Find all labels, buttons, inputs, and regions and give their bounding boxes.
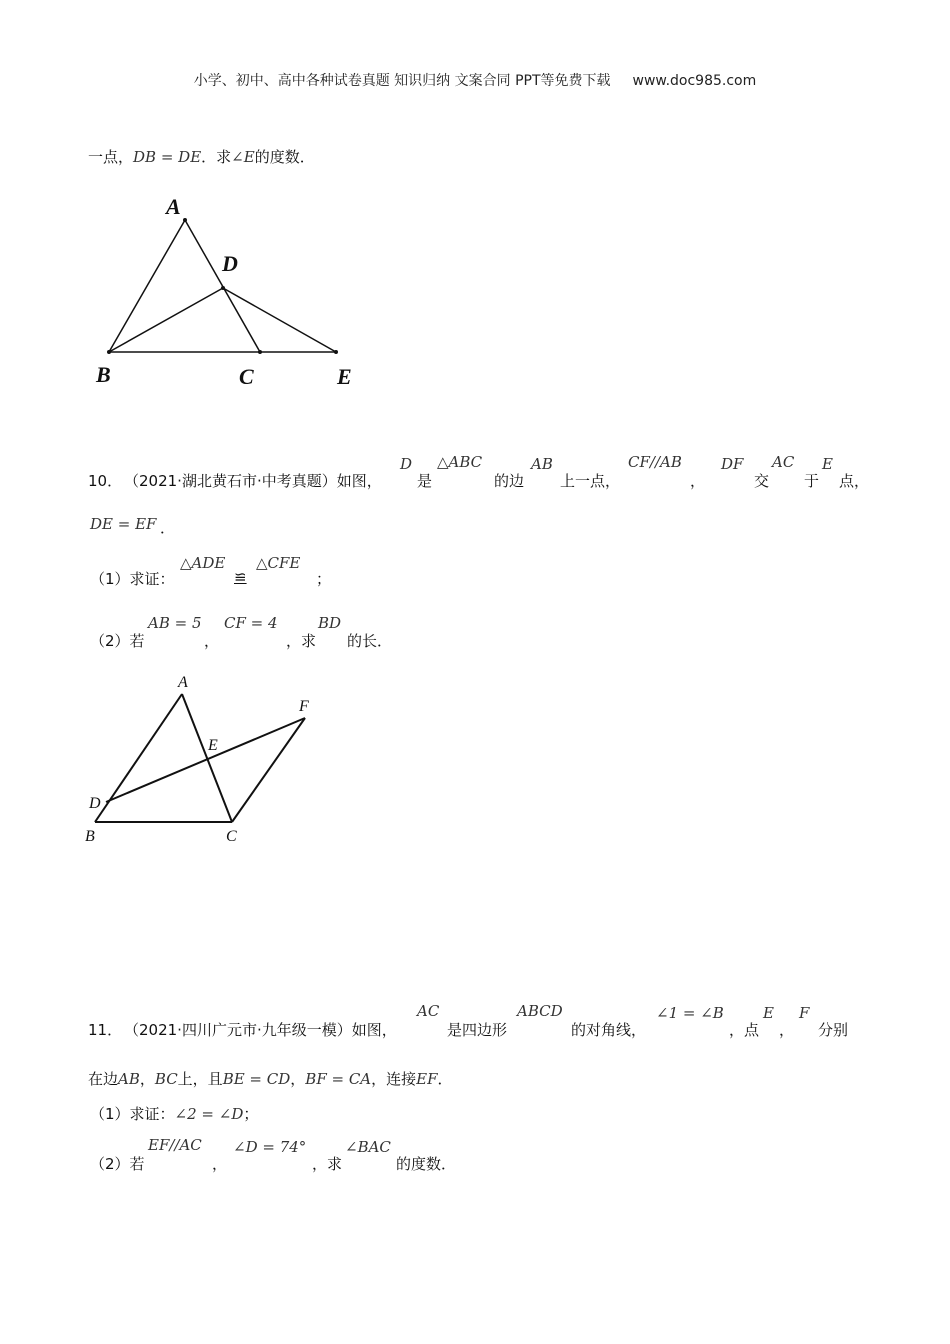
- q9-angle: ∠E: [231, 148, 255, 166]
- q10-label-B: B: [85, 828, 95, 845]
- q9-label-D: D: [222, 251, 238, 276]
- q9-equation: DB = DE: [133, 148, 202, 166]
- q10-figure: [80, 665, 340, 850]
- page-header: [0, 70, 950, 90]
- q11-part1: （1）求证：∠2 = ∠D；: [90, 1105, 259, 1123]
- q10-part1-label: （1）求证：: [90, 570, 175, 588]
- header-site-link[interactable]: www.doc985.com: [632, 73, 757, 89]
- q10-label-E: E: [208, 737, 218, 754]
- q9-segment-DE: [223, 288, 336, 352]
- q9-label-A: A: [166, 194, 181, 219]
- header-text: 小学、初中、高中各种试卷真题 知识归纳 文案合同 PPT等免费下载: [193, 73, 611, 89]
- q9-segment-BD: [109, 288, 223, 352]
- q11-part2-label: （2）若: [90, 1155, 145, 1173]
- q11-number: 11．: [88, 1021, 123, 1039]
- q11-line2: 在边AB，BC上，且BE = CD，BF = CA，连接EF．: [88, 1070, 453, 1088]
- q11-source: （2021·四川广元市·九年级一模）如图，: [124, 1021, 397, 1039]
- q10-source: （2021·湖北黄石市·中考真题）如图，: [124, 472, 382, 490]
- q9-segment-AB: [109, 220, 185, 352]
- q9-segment-AC: [185, 220, 260, 352]
- q9-label-C: C: [239, 364, 254, 389]
- q9-label-E: E: [337, 364, 352, 389]
- q10-label-D: D: [89, 795, 101, 812]
- q10-label-F: F: [299, 698, 309, 715]
- q9-figure: [80, 190, 380, 400]
- q10-segment-AB: [95, 694, 182, 822]
- q9-text-line: 一点，DB = DE．求∠E的度数．: [88, 148, 315, 166]
- q9-label-B: B: [96, 362, 111, 387]
- q10-part2-label: （2）若: [90, 632, 145, 650]
- q10-label-A: A: [178, 674, 188, 691]
- q10-segment-AC: [182, 694, 232, 822]
- q10-line2-eq: DE = EF: [90, 515, 157, 533]
- q10-number: 10．: [88, 472, 123, 490]
- q10-label-C: C: [226, 828, 237, 845]
